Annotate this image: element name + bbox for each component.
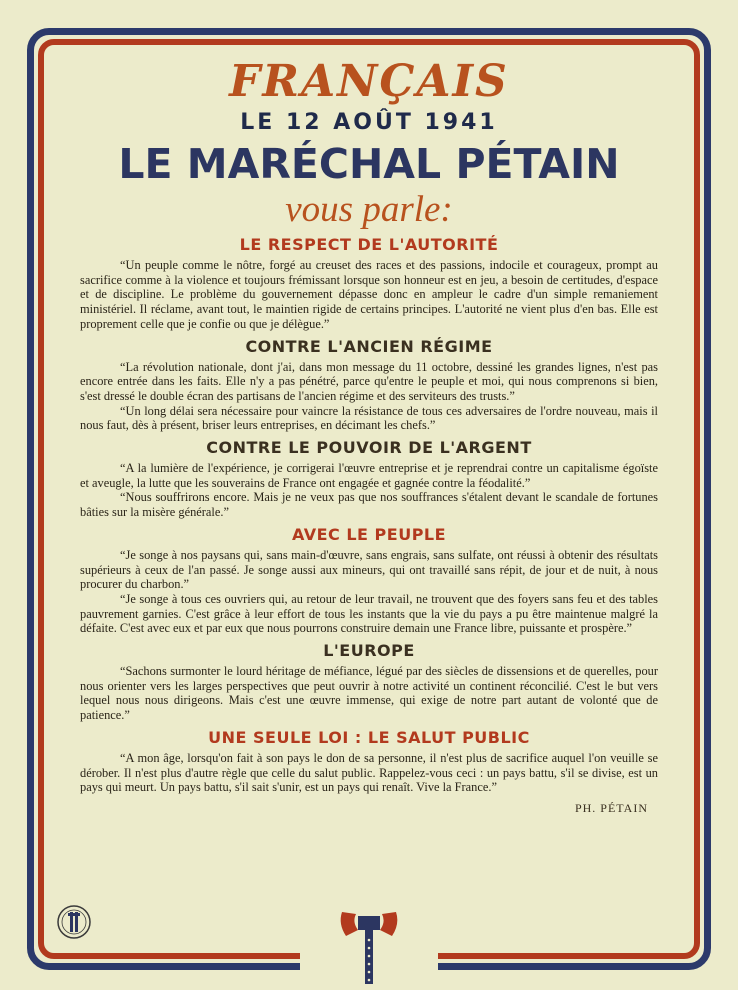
section-title: LE RESPECT DE L'AUTORITÉ — [239, 235, 499, 254]
poster-subtitle: vous parle: — [285, 189, 453, 230]
francisque-axe-icon — [338, 902, 400, 984]
section-title: L'EUROPE — [323, 641, 415, 661]
section-paragraph: “A mon âge, lorsqu'on fait à son pays le don de sa personne, il n'est plus de sacrifice auquel l'on veuille se dérober. Il n'est plus d'autre règle que celle du salut public. Rappelez-vous ceci : un pays battu, s'il se divise, est un pays qui meurt. Un pays battu, s'il sait s'unir, est un pays qui renaît. Vive la France.” — [80, 750, 658, 795]
poster-date: LE 12 AOÛT 1941 — [240, 110, 498, 135]
section-paragraph: “La révolution nationale, dont j'ai, dans mon message du 11 octobre, dessiné les grandes lignes, n'est pas encore entrée dans les faits. Elle n'y a pas pénétré, parce qu'entre le peuple et moi, qui nous comprenons si bien, s'est dressé le double écran des partisans de l'ancien régime et des serviteurs des trusts.” — [80, 359, 658, 403]
section-respect — [80, 234, 658, 332]
section-paragraph: “Je songe à nos paysans qui, sans main-d'œuvre, sans engrais, sans sulfate, ont réussi à obtenir des résultats supérieurs à ceux de l'an passé. Je songe aussi aux mineurs, qui ont travaillé sans répit, de jour et de nuit, à nous procurer du charbon.” — [80, 547, 658, 592]
section-peuple — [80, 524, 658, 636]
section-paragraph: “Je songe à tous ces ouvriers qui, au retour de leur travail, ne trouvent que des foyers sans feu et des tables pauvrement garnies. C'est grâce à leur effort de tous les instants que la vie du pays a pu être maintenue malgré la défaite. C'est avec eux et par eux que nous pourrons construire demain une France libre, puissante et prospère.” — [80, 591, 658, 636]
poster-title: FRANÇAIS — [229, 56, 509, 107]
section-paragraph: “Un long délai sera nécessaire pour vaincre la résistance de tous ces adversaires de l'ordre nouveau, mais il nous faut, dès à présent, briser leurs entreprises, en décimant les chefs.” — [80, 403, 658, 433]
section-title: AVEC LE PEUPLE — [291, 524, 447, 544]
section-title: UNE SEULE LOI : LE SALUT PUBLIC — [208, 727, 530, 747]
section-title: CONTRE L'ANCIEN RÉGIME — [245, 336, 493, 356]
state-emblem-icon — [56, 904, 92, 940]
poster-content — [80, 56, 658, 815]
section-argent — [80, 437, 658, 520]
speaker-heading: LE MARÉCHAL PÉTAIN — [118, 140, 620, 188]
section-paragraph: “Nous souffrirons encore. Mais je ne veux pas que nos souffrances s'étalent devant le scandale de fortunes bâties sur la misère générale.” — [80, 490, 658, 520]
section-europe — [80, 640, 658, 723]
section-paragraph: “Un peuple comme le nôtre, forgé au creuset des races et des passions, indocile et courageux, prompt au sacrifice comme à la violence et toujours frémissant lorsque son honneur est en jeu, a besoin de certitudes, d'espace et de discipline. Le problème du gouvernement dépasse donc en ampleur le cadre d'un simple remaniement ministériel. Il réclame, avant tout, le maintien rigide de certains principes. L'autorité ne vient plus d'en bas. Elle est proprement celle que je confie ou que je délègue.” — [80, 258, 658, 331]
section-paragraph: “A la lumière de l'expérience, je corrigerai l'œuvre entreprise et je reprendrai contre un capitalisme égoïste et aveugle, la lutte que les souverains de France ont engagée et gagnée contre la féodalité.” — [80, 461, 658, 490]
section-title: CONTRE LE POUVOIR DE L'ARGENT — [206, 438, 532, 458]
section-ancien-regime — [80, 336, 658, 434]
section-salut-public — [80, 727, 658, 815]
section-paragraph: “Sachons surmonter le lourd héritage de méfiance, légué par des siècles de dissensions et de querelles, pour nous orienter vers les larges perspectives que peut ouvrir à notre activité un continent réconcilié. C'est le but vers lequel nous nous dirigeons. Mais c'est une œuvre immense, qui exige de notre part autant de volonté que de patience.” — [80, 664, 658, 723]
signature: PH. PÉTAIN — [574, 800, 648, 815]
